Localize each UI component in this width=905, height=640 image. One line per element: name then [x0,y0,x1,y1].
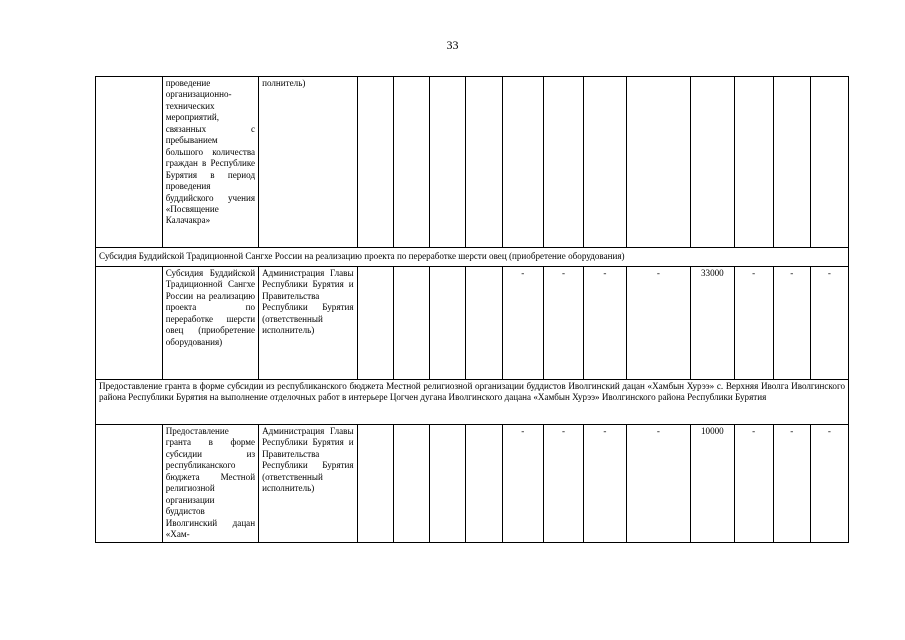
value-cell: - [626,267,691,380]
value-cell [465,267,502,380]
value-cell: - [543,267,583,380]
executor-cell: полнитель) [259,77,357,248]
executor-cell: Администрация Главы Республики Бурятия и Правительства Республики Бурятия (ответственный исполнитель) [259,267,357,380]
value-cell: - [810,425,848,543]
value-cell [429,267,465,380]
measure-description: Субсидия Буддийской Традиционной Сангхе России на реализацию проекта по переработке шерсти овец (приобретение оборудования) [162,267,258,380]
value-cell: 10000 [691,425,734,543]
value-cell: - [773,425,810,543]
measure-description: проведение организационно-технических мероприятий, связанных с пребыванием большого количества граждан в Республике Бурятия в период проведения буддийского учения «Посвящение Калачакра» [162,77,258,248]
value-cell [502,77,543,248]
value-cell: - [502,425,543,543]
value-cell: - [734,267,773,380]
value-cell: - [810,267,848,380]
value-cell: 33000 [691,267,734,380]
value-cell [584,77,626,248]
value-cell: - [626,425,691,543]
page-number: 33 [446,38,459,52]
value-cell [734,77,773,248]
section-row [96,248,849,267]
section-heading: Предоставление гранта в форме субсидии из республиканского бюджета Местной религиозной организации буддистов Иволгинский дацан «Хамбын Хурээ» с. Верхняя Иволга Иволгинского района Республики Бурятия на выполнение отделочных работ в интерьере Цогчен дугана Иволгинского дацана «Хамбын Хурээ» Иволгинского района Республики Бурятия [96,380,849,425]
executor-cell: Администрация Главы Республики Бурятия и Правительства Республики Бурятия (ответственный исполнитель) [259,425,357,543]
value-cell: - [584,425,626,543]
table-cell-number [96,425,163,543]
section-row [96,380,849,425]
table-cell-number [96,77,163,248]
table-cell-number [96,267,163,380]
value-cell: - [773,267,810,380]
value-cell [626,77,691,248]
table-row [96,425,849,543]
value-cell [393,425,429,543]
table-row [96,77,849,248]
value-cell: - [502,267,543,380]
program-table [95,76,849,543]
value-cell [429,77,465,248]
value-cell [429,425,465,543]
value-cell [357,267,393,380]
value-cell [393,267,429,380]
value-cell [357,425,393,543]
measure-description: Предоставление гранта в форме субсидии из республиканского бюджета Местной религиозной организации буддистов Иволгинский дацан «Хам- [162,425,258,543]
value-cell: - [584,267,626,380]
value-cell [465,77,502,248]
value-cell [393,77,429,248]
value-cell [773,77,810,248]
value-cell [810,77,848,248]
value-cell [465,425,502,543]
section-heading: Субсидия Буддийской Традиционной Сангхе России на реализацию проекта по переработке шерсти овец (приобретение оборудования) [96,248,849,267]
value-cell [357,77,393,248]
table-row [96,267,849,380]
value-cell: - [734,425,773,543]
value-cell: - [543,425,583,543]
value-cell [543,77,583,248]
value-cell [691,77,734,248]
